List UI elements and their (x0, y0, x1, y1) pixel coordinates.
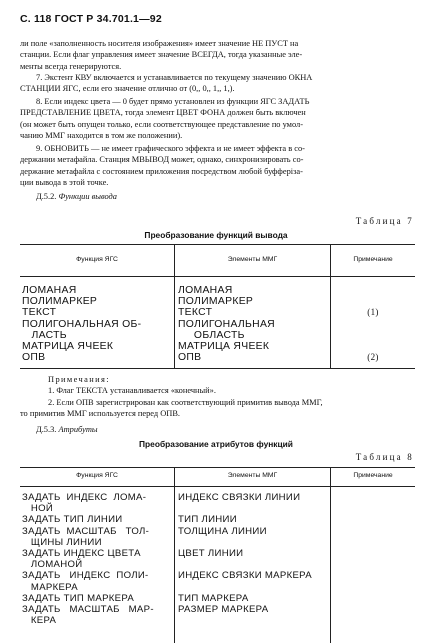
text-line: СТАНЦИИ ЯГС, если его значение отлично от (0,, 0,, 1,, 1,). (20, 84, 235, 94)
section-number: Д.5.3. (36, 425, 57, 434)
table-cell: ЗАДАТЬ ТИП МАРКЕРА (22, 592, 135, 604)
intro-paragraph (20, 38, 415, 72)
table-8-divider (174, 467, 175, 643)
table-8-label: Таблица 8 (355, 452, 414, 462)
table-cell: КЕРА (22, 615, 57, 627)
text-line: ПРЕДСТАВЛЕНИЕ ЦВЕТА, тогда элемент ЦВЕТ ФОНА должен быть включен (20, 108, 306, 118)
table-8-header-mmg: Элементы ММГ (227, 472, 278, 479)
table-7-col-ygs (22, 285, 141, 363)
section-number: Д.5.2. (36, 192, 57, 201)
table-cell (178, 503, 312, 514)
table-cell: ТЕКСТ (178, 307, 213, 319)
table-cell: ЗАДАТЬ МАСШТАБ МАР- (22, 604, 154, 616)
table-cell: (1) (367, 307, 379, 318)
table-cell: ИНДЕКС СВЯЗКИ МАРКЕРА (178, 570, 312, 582)
item-8-paragraph (20, 96, 415, 142)
text-line: ли поле «заполненность носителя изображения» имеет значение НЕ ПУСТ на (20, 39, 299, 48)
notes-heading: Примечания: (48, 375, 110, 384)
table-cell: ЛАСТЬ (22, 329, 67, 341)
text-line: (он может быть опущен только, если соответствующее представление по умол- (20, 119, 304, 129)
table-cell: ПОЛИМАРКЕР (178, 296, 254, 308)
table-cell (178, 615, 312, 626)
table-cell: ОБЛАСТЬ (178, 329, 245, 341)
text-line: 8. Если индекс цвета — 0 будет прямо установлен из функции ЯГС ЗАДАТЬ (36, 97, 310, 106)
table-cell: ПОЛИМАРКЕР (22, 296, 98, 308)
table-7-col-note (331, 285, 415, 363)
table-cell: ПОЛИГОНАЛЬНАЯ (178, 318, 275, 330)
table-8-divider (330, 467, 331, 643)
table-cell: ЗАДАТЬ МАСШТАБ ТОЛ- (22, 525, 150, 537)
note-line: 1. Флаг ТЕКСТА устанавливается «конечный». (48, 386, 216, 396)
section-title: Атрибуты (58, 425, 98, 434)
table-cell: МАТРИЦА ЯЧЕЕК (22, 341, 114, 353)
section-title: Функции вывода (58, 192, 117, 201)
table-cell (331, 296, 415, 307)
table-cell: ЗАДАТЬ ТИП ЛИНИИ (22, 514, 123, 526)
text-line: 9. ОБНОВИТЬ — не имеет графического эффекта и не имеет эффекта в со- (36, 144, 305, 153)
page-header: С. 118 ГОСТ Р 34.701.1—92 (20, 13, 162, 25)
text-line: держание метафайла с состоянием приложения посредством любой буфферiза- (20, 166, 303, 176)
table-cell: РАЗМЕР МАРКЕРА (178, 604, 269, 616)
table-cell: ОПВ (22, 352, 46, 364)
table-cell: МАРКЕРА (22, 581, 78, 593)
text-line: станции. Если флаг управления имеет значение ВСЕГДА, тогда указанные эле- (20, 50, 303, 60)
table-7-top-rule (20, 244, 415, 245)
table-cell: ЩИНЫ ЛИНИИ (22, 536, 102, 548)
text-line: менты всегда генерируются. (20, 61, 122, 71)
table-7-col-mmg (178, 285, 275, 363)
table-7-bottom-rule (20, 368, 415, 369)
table-cell (331, 319, 415, 330)
table-7-notes (20, 374, 416, 420)
table-cell: НОЙ (22, 503, 54, 515)
note-line: 2. Если ОПВ зарегистрирован как соответствующий примитив вывода ММГ, (48, 397, 323, 407)
table-8-col-mmg (178, 492, 312, 626)
table-cell: ТЕКСТ (22, 307, 57, 319)
table-cell: (2) (367, 352, 379, 363)
table-7-label: Таблица 7 (355, 216, 414, 226)
text-line: чанию ММГ находится в том же положении). (20, 131, 183, 141)
text-line: 7. Экстент КВУ включается и устанавливается по текущему значению ОКНА (36, 73, 313, 82)
table-cell: ЗАДАТЬ ИНДЕКС ЦВЕТА (22, 548, 141, 560)
table-cell: ЛОМАНАЯ (178, 285, 233, 296)
text-line: держании метафайла. Станция МВЫВОД может, однако, синхронизировать со- (20, 155, 304, 165)
table-cell: ЗАДАТЬ ИНДЕКС ЛОМА- (22, 492, 147, 503)
table-8-col-ygs (22, 492, 172, 626)
table-cell (331, 285, 415, 296)
section-heading-d53 (36, 425, 98, 434)
table-cell: ЛОМАНАЯ (22, 285, 77, 296)
table-cell: ЗАДАТЬ ИНДЕКС ПОЛИ- (22, 570, 149, 582)
table-cell: ИНДЕКС СВЯЗКИ ЛИНИИ (178, 492, 301, 503)
table-cell (178, 537, 312, 548)
table-8-top-rule (20, 467, 415, 468)
table-cell (331, 330, 415, 341)
table-cell: ПОЛИГОНАЛЬНАЯ ОБ- (22, 318, 142, 330)
table-cell: ЦВЕТ ЛИНИИ (178, 548, 244, 560)
section-heading-d52 (36, 192, 117, 201)
note-line: то примитив ММГ используется перед ОПВ. (20, 409, 181, 419)
text-line: ции вывода в этой точке. (20, 178, 109, 188)
table-cell: МАТРИЦА ЯЧЕЕК (178, 341, 270, 353)
table-7-header-rule (20, 276, 415, 277)
table-cell (178, 559, 312, 570)
table-cell (178, 582, 312, 593)
table-cell: ТИП ЛИНИИ (178, 514, 237, 526)
table-8-header-note: Примечание (353, 472, 393, 479)
table-7-header-note: Примечание (353, 256, 393, 263)
table-cell: ТОЛЩИНА ЛИНИИ (178, 525, 267, 537)
table-cell: ТИП МАРКЕРА (178, 592, 249, 604)
item-7-paragraph (20, 72, 415, 95)
table-8-header-ygs: Функция ЯГС (76, 472, 118, 479)
table-7-title: Преобразование функций вывода (144, 230, 288, 240)
item-9-paragraph (20, 143, 415, 189)
table-8-header-rule (20, 486, 415, 487)
table-cell: ОПВ (178, 352, 202, 364)
table-8-title: Преобразование атрибутов функций (139, 439, 293, 449)
table-7-header-mmg: Элементы ММГ (227, 256, 278, 263)
table-cell (331, 341, 415, 352)
table-cell: ЛОМАНОЙ (22, 559, 83, 571)
table-7-header-ygs: Функция ЯГС (76, 256, 118, 263)
